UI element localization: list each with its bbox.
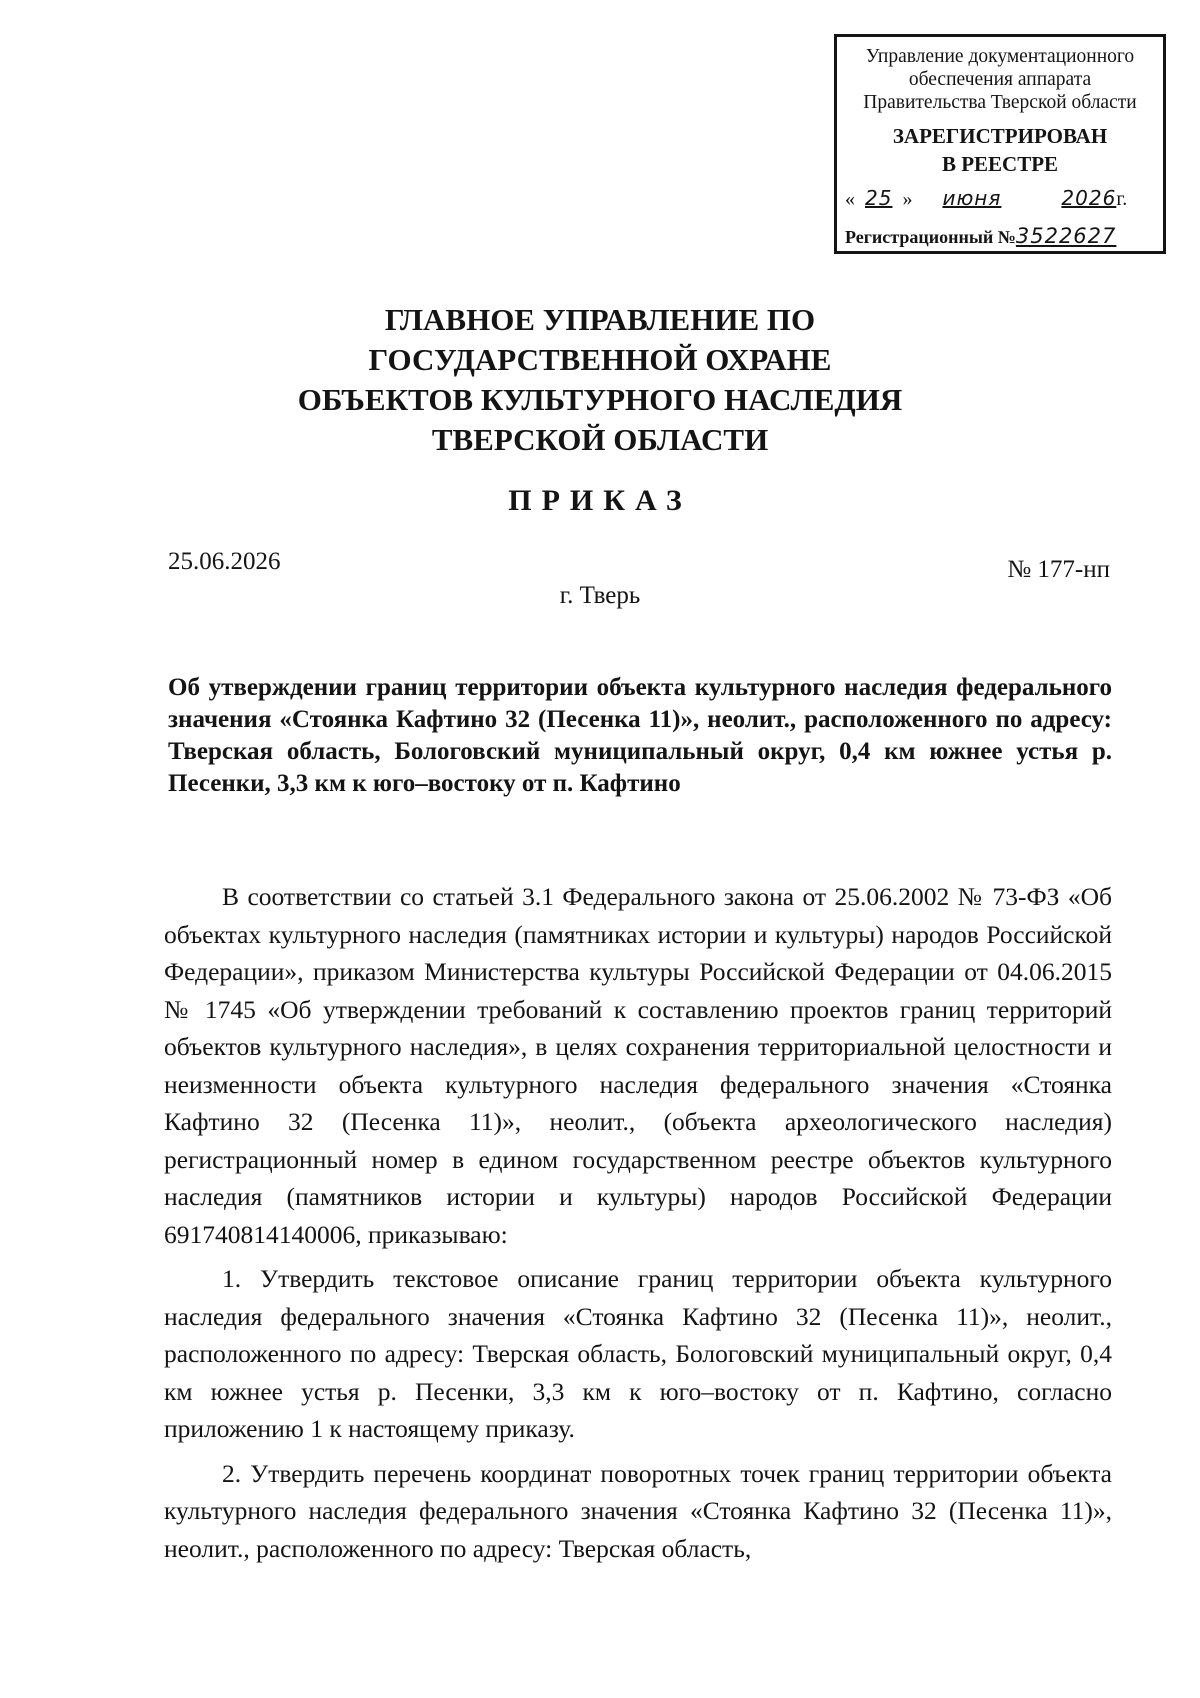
stamp-date-suffix: г. [1116,188,1128,210]
registration-stamp [834,34,1166,254]
stamp-registration-number [845,225,1161,249]
stamp-org-line: обеспечения аппарата [908,69,1092,90]
order-date: 25.06.2026 [168,548,281,575]
order-body [164,878,1112,1574]
order-number: № 177-нп [1007,556,1110,583]
document-type-title: ПРИКАЗ [508,484,692,517]
stamp-registered-title [837,122,1163,178]
stamp-organization [837,45,1163,114]
agency-name-line: ГЛАВНОЕ УПРАВЛЕНИЕ ПО [384,302,816,337]
stamp-date-year: 2026 [1061,186,1117,210]
agency-name-line: ГОСУДАРСТВЕННОЙ ОХРАНЕ [368,342,832,377]
stamp-date-open-quote: « [845,188,855,210]
stamp-date-close-quote: » [902,188,913,210]
body-paragraph-item-1: 1. Утвердить текстовое описание границ территории объекта культурного наследия федерального значения «Стоянка Кафтино 32 (Песенка 11)», неолит., расположенного по адресу: Тверская область, Бологовский муниципальный округ, 0,4 км южнее устья р. Песенки, 3,3 км к юго–востоку от п. Кафтино, согласно приложению 1 к настоящему приказу. [164,1264,1112,1443]
stamp-org-line: Правительства Тверской области [863,92,1137,113]
stamp-regnum-label: Регистрационный № [845,227,1016,247]
stamp-regnum-value: 3522627 [1015,224,1117,248]
stamp-org-line: Управление документационного [865,46,1135,67]
stamp-date-month: июня [942,186,1002,210]
stamp-registered-line: ЗАРЕГИСТРИРОВАН [892,124,1108,148]
stamp-registration-date [845,187,1157,211]
agency-name-line: ТВЕРСКОЙ ОБЛАСТИ [431,422,769,457]
body-paragraph-item-2: 2. Утвердить перечень координат поворотных точек границ территории объекта культурного наследия федерального значения «Стоянка Кафтино 32 (Песенка 11)», неолит., расположенного по адресу: Тверская область, [164,1458,1112,1563]
order-city: г. Тверь [559,582,641,609]
agency-name [200,300,1000,460]
order-subject: Об утверждении границ территории объекта культурного наследия федерального значения «Стоянка Кафтино 32 (Песенка 11)», неолит., расположенного по адресу: Тверская область, Бологовский муниципальный округ, 0,4 км южнее устья р. Песенки, 3,3 км к юго–востоку от п. Кафтино [168,674,1112,797]
stamp-registered-line: В РЕЕСТРЕ [941,152,1059,176]
stamp-date-day: 25 [865,186,893,210]
body-paragraph-preamble: В соответствии со статьей 3.1 Федерального закона от 25.06.2002 № 73-ФЗ «Об объектах культурного наследия (памятниках истории и культуры) народов Российской Федерации», приказом Министерства культуры Российской Федерации от 04.06.2015 № 1745 «Об утверждении требований к составлению проектов границ территорий объектов культурного наследия», в целях сохранения территориальной целостности и неизменности объекта культурного наследия федерального значения «Стоянка Кафтино 32 (Песенка 11)», неолит., (объекта археологического наследия) регистрационный номер в едином государственном реестре объектов культурного наследия (памятников истории и культуры) народов Российской Федерации 691740814140006, приказываю: [164,882,1112,1249]
agency-name-line: ОБЪЕКТОВ КУЛЬТУРНОГО НАСЛЕДИЯ [297,382,903,417]
